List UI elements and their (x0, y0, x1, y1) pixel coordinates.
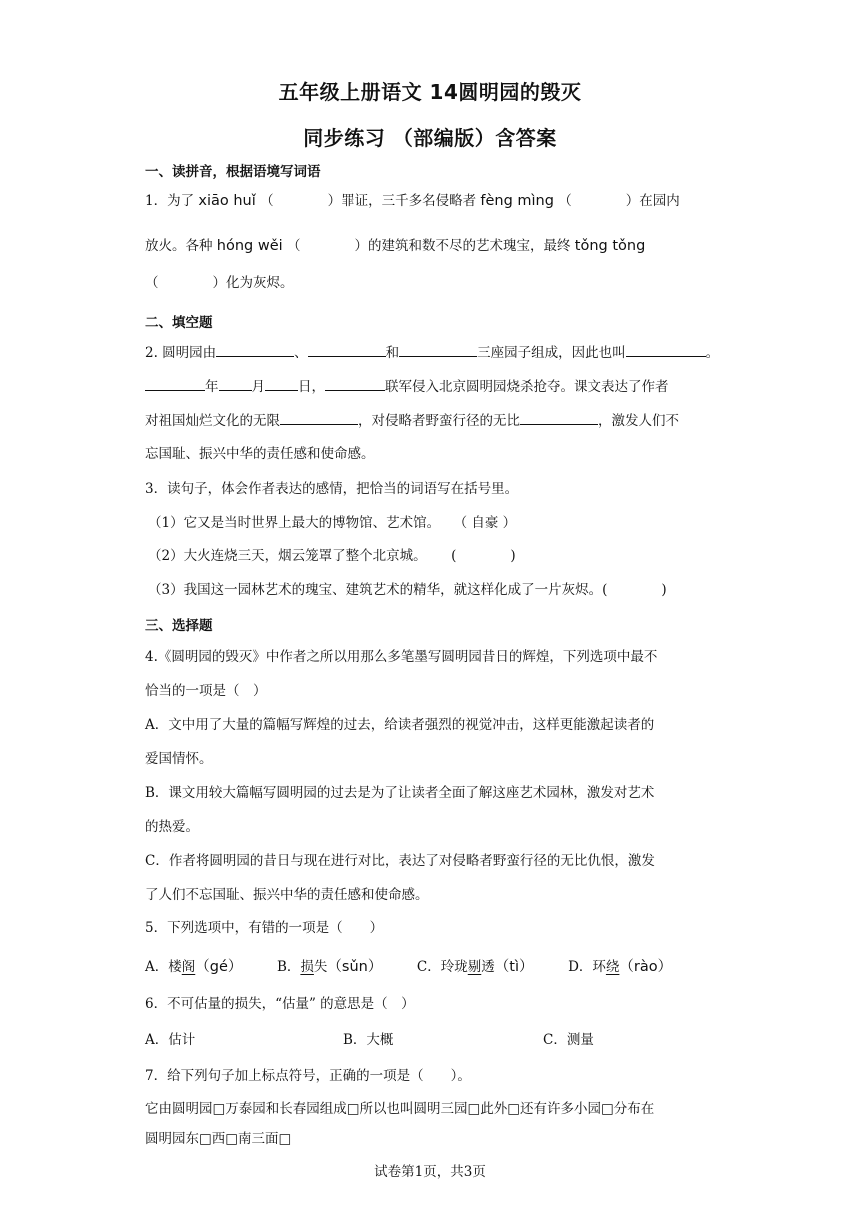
blank[interactable] (325, 376, 385, 391)
question-3-item-1: （1）它又是当时世界上最大的博物馆、艺术馆。 （ 自豪 ） (148, 515, 517, 531)
page-title: 五年级上册语文 14圆明园的毁灭 (278, 80, 582, 104)
pinyin-xiaohui: xiāo huǐ (198, 193, 256, 209)
question-2-line-3: 对祖国灿烂文化的无限 ，对侵略者野蛮行径的无比 ，激发人们不 (145, 410, 725, 431)
option-a-line-2: 爱国情怀。 (145, 751, 213, 767)
q5-option-a: A．楼阁（gé） (145, 959, 243, 975)
question-3-item-3: （3）我国这一园林艺术的瑰宝、建筑艺术的精华，就这样化成了一片灰烬。( ) (148, 582, 667, 598)
q5-option-b: B．损失（sǔn） (276, 959, 383, 975)
question-1-line-1: 1．为了 xiāo huǐ （ ）罪证，三千多名侵略者 fèng mìng （ ）在园内 (145, 193, 680, 209)
option-b-line-1: B．课文用较大篇幅写圆明园的过去是为了让读者全面了解这座艺术园林，激发对艺术 (145, 785, 655, 801)
blank[interactable] (399, 342, 477, 357)
question-4-line-1: 4.《圆明园的毁灭》中作者之所以用那么多笔墨写圆明园昔日的辉煌，下列选项中最不 (145, 649, 658, 665)
blank[interactable] (280, 410, 358, 425)
question-5-stem: 5．下列选项中，有错的一项是（ ） (145, 920, 384, 936)
blank[interactable] (145, 376, 205, 391)
question-6-stem: 6．不可估量的损失，“估量” 的意思是（ ） (145, 996, 415, 1012)
pinyin-tongtong: tǒng tǒng (574, 238, 646, 254)
question-2-line-2: 年 月 日， 联军侵入北京圆明园烧杀抢夺。课文表达了作者 (145, 376, 725, 397)
q6-option-c: C．测量 (543, 1032, 594, 1048)
q6-option-a: A．估计 (145, 1032, 196, 1048)
question-2-line-4: 忘国耻、振兴中华的责任感和使命感。 (145, 446, 375, 462)
question-3-item-2: （2）大火连烧三天，烟云笼罩了整个北京城。 ( ) (148, 548, 516, 564)
blank[interactable] (520, 410, 598, 425)
pinyin-fengming: fèng mìng (480, 193, 554, 209)
pinyin-hongwei: hóng wěi (216, 238, 283, 254)
question-4-line-2: 恰当的一项是（ ） (145, 683, 267, 699)
question-2-line-1: 2. 圆明园由 、 和 三座园子组成，因此也叫 。 (145, 342, 725, 363)
section-heading-3: 三、选择题 (145, 618, 213, 634)
question-1-line-2: 放火。各种 hóng wěi （ ）的建筑和数不尽的艺术瑰宝，最终 tǒng tǒng (145, 238, 646, 254)
question-5-options (145, 957, 725, 977)
question-7-line-2: 圆明园东□西□南三面□ (145, 1131, 292, 1147)
question-7-stem: 7．给下列句子加上标点符号，正确的一项是（ ）。 (145, 1068, 471, 1084)
q5-option-d: D．环绕（rào） (568, 959, 673, 975)
page-footer: 试卷第1页，共3页 (374, 1164, 486, 1180)
q6-option-b: B．大概 (343, 1032, 394, 1048)
option-a-line-1: A．文中用了大量的篇幅写辉煌的过去，给读者强烈的视觉冲击，这样更能激起读者的 (145, 717, 655, 733)
question-3-stem: 3．读句子，体会作者表达的感情，把恰当的词语写在括号里。 (145, 481, 519, 497)
q5-option-c: C．玲珑剔透（tì） (416, 959, 534, 975)
page-subtitle: 同步练习 （部编版）含答案 (303, 126, 557, 150)
blank[interactable] (216, 342, 294, 357)
option-b-line-2: 的热爱。 (145, 819, 199, 835)
option-c-line-1: C．作者将圆明园的昔日与现在进行对比，表达了对侵略者野蛮行径的无比仇恨，激发 (145, 853, 655, 869)
blank[interactable] (626, 342, 706, 357)
blank[interactable] (265, 376, 298, 391)
option-c-line-2: 了人们不忘国耻、振兴中华的责任感和使命感。 (145, 887, 429, 903)
question-1-line-3: （ ）化为灰烬。 (145, 275, 294, 291)
section-heading-2: 二、填空题 (145, 315, 213, 331)
section-heading-1: 一、读拼音，根据语境写词语 (145, 164, 321, 180)
blank[interactable] (308, 342, 386, 357)
blank[interactable] (219, 376, 252, 391)
question-7-line-1: 它由圆明园□万泰园和长春园组成□所以也叫圆明三园□此外□还有许多小园□分布在 (145, 1101, 655, 1117)
